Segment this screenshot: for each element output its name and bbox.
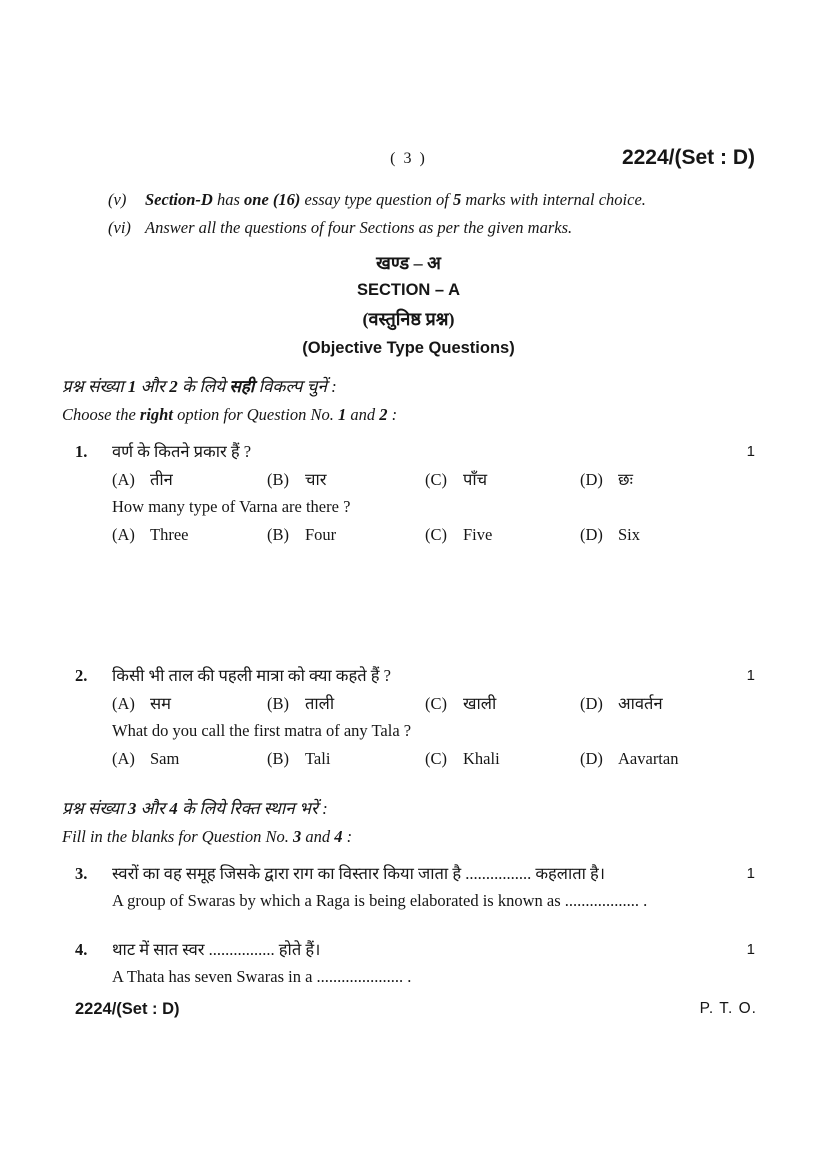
option-b-label: (B) bbox=[267, 470, 289, 489]
question-2-options-english bbox=[112, 748, 755, 770]
question-3 bbox=[75, 862, 755, 912]
option-c-label: (C) bbox=[425, 749, 447, 768]
section-heading-hindi: खण्ड – अ bbox=[376, 253, 441, 273]
fill-hi-1: प्रश्न संख्या bbox=[62, 799, 128, 818]
fill-en-num1: 3 bbox=[293, 827, 302, 846]
option-b-text: Tali bbox=[305, 749, 331, 768]
choose-hi-4: विकल्प चुनें : bbox=[254, 377, 337, 396]
question-1-number: 1. bbox=[75, 442, 88, 461]
option-a-label: (A) bbox=[112, 525, 135, 544]
option-d-label: (D) bbox=[580, 470, 603, 489]
page-footer bbox=[75, 1000, 757, 1019]
option-d-label: (D) bbox=[580, 694, 603, 713]
option-c bbox=[425, 468, 580, 492]
question-2 bbox=[75, 664, 755, 770]
instruction-v-plain-2: essay type question of bbox=[300, 190, 453, 209]
option-b-label: (B) bbox=[267, 749, 289, 768]
question-3-text-english: A group of Swaras by which a Raga is being elaborated is known as .................. . bbox=[112, 891, 648, 910]
question-1 bbox=[75, 440, 755, 546]
choose-en-num2: 2 bbox=[379, 405, 388, 424]
option-d-text: Six bbox=[618, 525, 641, 544]
option-a bbox=[112, 468, 267, 492]
choose-hi-2: और bbox=[136, 377, 170, 396]
question-4-english-row bbox=[112, 966, 755, 988]
page-header bbox=[62, 146, 755, 174]
question-2-hindi-row bbox=[75, 664, 755, 688]
choose-hi-num1: 1 bbox=[127, 377, 137, 396]
option-d-text: आवर्तन bbox=[618, 694, 663, 713]
question-3-hindi-row bbox=[75, 862, 755, 886]
option-a-text: सम bbox=[150, 694, 172, 713]
choose-hi-1: प्रश्न संख्या bbox=[62, 377, 128, 396]
option-a bbox=[112, 524, 267, 546]
fill-en-3: : bbox=[342, 827, 353, 846]
fill-hi-num2: 4 bbox=[169, 799, 178, 818]
question-2-number: 2. bbox=[75, 666, 88, 685]
page-number: ( 3 ) bbox=[390, 150, 427, 167]
instruction-vi-number: (vi) bbox=[108, 218, 131, 237]
question-3-marks: 1 bbox=[746, 865, 755, 882]
option-c-text: Five bbox=[463, 525, 493, 544]
question-2-text-hindi: किसी भी ताल की पहली मात्रा को क्या कहते हैं ? bbox=[112, 666, 391, 685]
option-b-text: चार bbox=[305, 470, 327, 489]
instruction-v-bold-count: one (16) bbox=[244, 190, 301, 209]
question-4-text-hindi: थाट में सात स्वर ................ होते हैं। bbox=[112, 940, 321, 959]
section-heading-english: SECTION – A bbox=[357, 281, 460, 299]
instruction-v-bold-marks: 5 bbox=[452, 190, 462, 209]
question-4-marks: 1 bbox=[746, 941, 755, 958]
choose-en-2: option for Question No. bbox=[172, 405, 338, 424]
option-d bbox=[580, 692, 755, 716]
option-c bbox=[425, 692, 580, 716]
option-a-text: Three bbox=[150, 525, 189, 544]
question-2-marks: 1 bbox=[746, 667, 755, 684]
question-1-text-english: How many type of Varna are there ? bbox=[112, 497, 351, 516]
section-subheading-english: (Objective Type Questions) bbox=[302, 339, 515, 357]
choose-en-4: : bbox=[387, 405, 398, 424]
option-b bbox=[267, 748, 425, 770]
option-c-label: (C) bbox=[425, 694, 447, 713]
option-d bbox=[580, 524, 755, 546]
option-a-label: (A) bbox=[112, 749, 135, 768]
choose-en-1: Choose the bbox=[62, 405, 140, 424]
choose-hi-3: के लिये bbox=[177, 377, 230, 396]
question-4 bbox=[75, 938, 755, 988]
choose-instruction-english bbox=[62, 404, 755, 426]
option-d-text: छः bbox=[618, 470, 633, 489]
choose-en-num1: 1 bbox=[337, 405, 347, 424]
option-c-label: (C) bbox=[425, 470, 447, 489]
option-d bbox=[580, 748, 755, 770]
question-4-hindi-row bbox=[75, 938, 755, 962]
option-b bbox=[267, 692, 425, 716]
option-c-text: Khali bbox=[463, 749, 500, 768]
instruction-vi bbox=[108, 216, 755, 240]
paper-code: 2224/(Set : D) bbox=[621, 146, 755, 169]
instruction-vi-text: Answer all the questions of four Sections as per the given marks. bbox=[145, 218, 573, 237]
question-2-english-row bbox=[112, 720, 755, 742]
question-1-marks: 1 bbox=[746, 443, 755, 460]
option-b bbox=[267, 524, 425, 546]
option-c-label: (C) bbox=[425, 525, 447, 544]
option-d-label: (D) bbox=[580, 525, 603, 544]
question-4-number: 4. bbox=[75, 940, 88, 959]
fill-en-2: and bbox=[301, 827, 335, 846]
question-1-hindi-row bbox=[75, 440, 755, 464]
question-4-text-english: A Thata has seven Swaras in a ..................... . bbox=[112, 967, 412, 986]
option-c-text: पाँच bbox=[463, 470, 488, 489]
choose-en-3: and bbox=[346, 405, 380, 424]
choose-en-bold: right bbox=[139, 405, 173, 424]
choose-hi-num2: 2 bbox=[169, 377, 178, 396]
option-d-text: Aavartan bbox=[618, 749, 679, 768]
fill-hi-3: के लिये रिक्त स्थान भरें : bbox=[177, 799, 328, 818]
question-3-number: 3. bbox=[75, 864, 88, 883]
option-d-label: (D) bbox=[580, 749, 603, 768]
fill-en-1: Fill in the blanks for Question No. bbox=[62, 827, 293, 846]
instruction-v-number: (v) bbox=[108, 190, 127, 209]
option-a bbox=[112, 692, 267, 716]
question-1-text-hindi: वर्ण के कितने प्रकार हैं ? bbox=[112, 442, 252, 461]
footer-paper-code: 2224/(Set : D) bbox=[75, 1000, 180, 1018]
instruction-v bbox=[108, 188, 755, 212]
option-b-text: ताली bbox=[305, 694, 335, 713]
option-c-text: खाली bbox=[463, 694, 497, 713]
section-subheading-hindi: (वस्तुनिष्ठ प्रश्न) bbox=[362, 309, 455, 329]
question-2-text-english: What do you call the first matra of any Tala ? bbox=[112, 721, 412, 740]
question-3-english-row bbox=[112, 890, 755, 912]
question-1-options-english bbox=[112, 524, 755, 546]
fill-hi-num1: 3 bbox=[127, 799, 137, 818]
option-b-label: (B) bbox=[267, 525, 289, 544]
option-b bbox=[267, 468, 425, 492]
instruction-v-text bbox=[145, 188, 646, 212]
option-c bbox=[425, 524, 580, 546]
instruction-v-plain-3: marks with internal choice. bbox=[461, 190, 646, 209]
instruction-v-bold-section: Section-D bbox=[145, 190, 213, 209]
question-1-english-row bbox=[112, 496, 755, 518]
fill-instruction-english bbox=[62, 826, 755, 848]
option-b-label: (B) bbox=[267, 694, 289, 713]
option-c bbox=[425, 748, 580, 770]
option-a-text: तीन bbox=[150, 470, 173, 489]
question-2-options-hindi bbox=[112, 692, 755, 716]
choose-hi-bold: सही bbox=[229, 377, 255, 396]
question-3-text-hindi: स्वरों का वह समूह जिसके द्वारा राग का विस्तार किया जाता है ................ कहलाता है। bbox=[112, 864, 606, 883]
fill-hi-2: और bbox=[136, 799, 170, 818]
option-a-label: (A) bbox=[112, 470, 135, 489]
choose-instruction-hindi bbox=[62, 374, 755, 400]
option-b-text: Four bbox=[305, 525, 337, 544]
footer-pto: P. T. O. bbox=[699, 1000, 757, 1017]
option-a bbox=[112, 748, 267, 770]
fill-en-num2: 4 bbox=[334, 827, 343, 846]
option-a-text: Sam bbox=[150, 749, 180, 768]
question-1-options-hindi bbox=[112, 468, 755, 492]
fill-instruction-hindi bbox=[62, 796, 755, 822]
option-a-label: (A) bbox=[112, 694, 135, 713]
option-d bbox=[580, 468, 755, 492]
instruction-v-plain-1: has bbox=[212, 190, 245, 209]
